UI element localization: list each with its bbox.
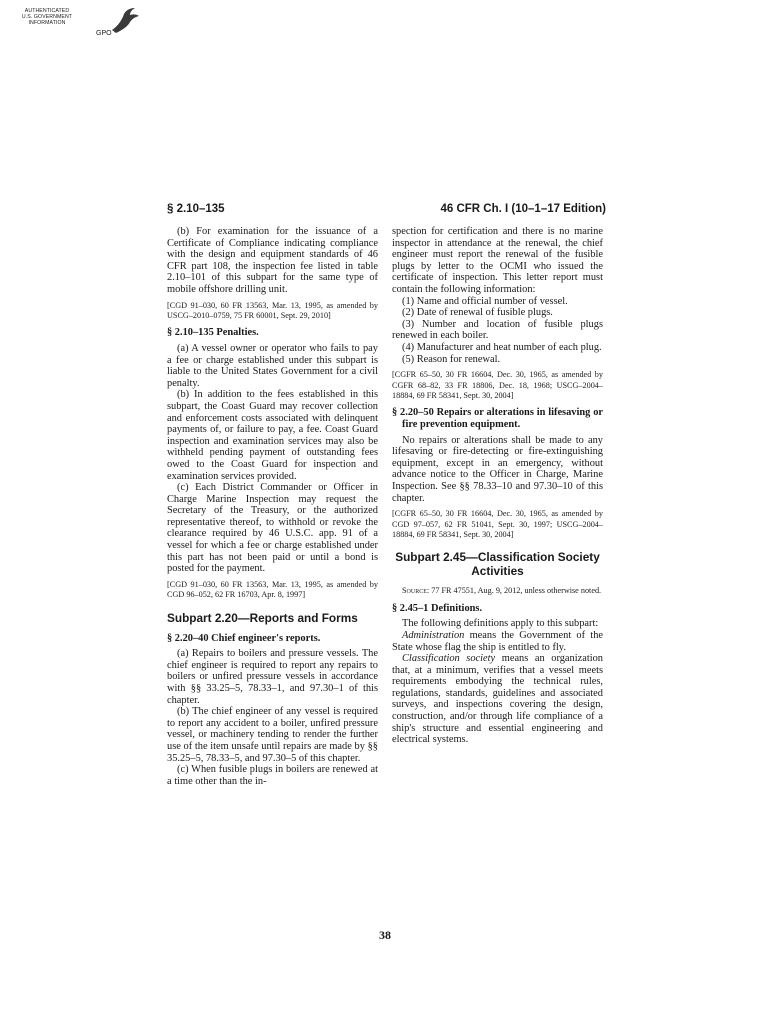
citation: [CGD 91–030, 60 FR 13563, Mar. 13, 1995, as amended by USCG–2010–0759, 75 FR 60001, Sept. 29, 2010]	[167, 300, 378, 320]
paragraph: (b) For examination for the issuance of a Certificate of Compliance indicating compliance with the design and equipment standards of 46 CFR part 108, the inspection fee listed in table 2.10–101 of this subpart for the same type of mobile offshore drilling unit.	[167, 226, 378, 295]
paragraph: (c) When fusible plugs in boilers are renewed at a time other than the in-	[167, 764, 378, 787]
logo-line: INFORMATION	[28, 20, 66, 26]
logo-line: U.S. GOVERNMENT	[21, 14, 73, 20]
right-column	[392, 226, 603, 746]
section-heading: § 2.10–135 Penalties.	[167, 327, 259, 339]
paragraph: (c) Each District Commander or Officer in Charge Marine Inspection may request the Secretary of the Treasury, or the authorized representative thereof, to withhold or revoke the clearance required by 46 U.S.C. app. 91 of a vessel for which a fee or charge established under this part has not been paid or until a bond is posted for the payment.	[167, 482, 378, 575]
definition-text: means an organization that, at a minimum, verifies that a vessel meets requirements embodying the technical rules, regulations, standards, guidelines and associated surveys, and inspections covering the design, construction, and/or through life compliance of a ship's structure and essential engineering and electrical systems.	[392, 653, 604, 746]
page-number: 38	[379, 928, 391, 942]
list-item: (1) Name and official number of vessel.	[402, 295, 568, 307]
citation: [CGFR 65–50, 30 FR 16604, Dec. 30, 1965, as amended by CGD 97–057, 62 FR 51041, Sept. 30, 1997; USCG–2004–18884, 69 FR 58341, Sept. 30, 2004]	[392, 509, 603, 539]
paragraph: (b) In addition to the fees established in this subpart, the Coast Guard may recover collection and enforcement costs associated with delinquent payments of, or failure to pay, a fee. Coast Guard inspection and examination services may also be withheld pending payment of outstanding fees owed to the Coast Guard for inspection and examination services provided.	[167, 389, 378, 482]
subpart-heading: Subpart 2.20—Reports and Forms	[167, 610, 358, 625]
section-heading: § 2.45–1 Definitions.	[392, 602, 483, 614]
gpo-authentication-logo	[16, 4, 146, 48]
definition-text: means the Government of the State whose flag the ship is entitled to fly.	[392, 629, 603, 653]
paragraph: spection for certification and there is no marine inspector in attendance at the renewal, the chief engineer must report the renewal of the fusible plugs by letter to the OCMI who issued the certificate of inspection. This letter report must contain the following information:	[392, 226, 603, 295]
subpart-heading: Subpart 2.45—Classification Society Activities	[395, 550, 600, 579]
source-text: 77 FR 47551, Aug. 9, 2012, unless otherwise noted.	[429, 586, 602, 596]
definition-term: Classification society	[402, 653, 496, 665]
paragraph: The following definitions apply to this subpart:	[402, 618, 599, 630]
logo-gpo: GPO	[96, 30, 112, 37]
section-heading: § 2.20–40 Chief engineer's reports.	[167, 632, 321, 644]
citation: [CGD 91–030, 60 FR 13563, Mar. 13, 1995, as amended by CGD 96–052, 62 FR 16703, Apr. 8, 1997]	[167, 579, 378, 600]
running-head-title: 46 CFR Ch. I (10–1–17 Edition)	[440, 203, 606, 215]
source-note	[392, 586, 603, 596]
eagle-icon	[108, 6, 142, 36]
logo-text	[16, 8, 78, 26]
list-item: (2) Date of renewal of fusible plugs.	[402, 307, 553, 319]
left-column	[167, 226, 378, 787]
list-item: (5) Reason for renewal.	[402, 353, 501, 365]
paragraph: (a) A vessel owner or operator who fails to pay a fee or charge established under this subpart is liable to the United States Government for a civil penalty.	[167, 342, 378, 389]
citation: [CGFR 65–50, 30 FR 16604, Dec. 30, 1965, as amended by CGFR 68–82, 33 FR 18806, Dec. 18, 1968; USCG–2004–18884, 69 FR 58341, Sept. 30, 2004]	[392, 370, 603, 400]
paragraph: (b) The chief engineer of any vessel is required to report any accident to a boiler, unfired pressure vessel, or machinery tending to render the further use of the item unsafe until repairs are made by §§ 35.25–5, 78.33–5, and 97.30–5 of this chapter.	[167, 706, 378, 764]
list-item: (4) Manufacturer and heat number of each plug.	[402, 341, 602, 353]
paragraph: (a) Repairs to boilers and pressure vessels. The chief engineer is required to report any repairs to boilers or unfired pressure vessels in accordance with §§ 33.25–5, 78.33–1, and 97.30–1 of this chapter.	[167, 648, 378, 706]
section-heading: § 2.20–50 Repairs or alterations in lifesaving or fire prevention equipment.	[392, 407, 603, 430]
list-item: (3) Number and location of fusible plugs renewed in each boiler.	[392, 318, 603, 342]
definition-term: Administration	[402, 629, 465, 641]
running-head-section: § 2.10–135	[167, 203, 225, 215]
paragraph: No repairs or alterations shall be made to any lifesaving or fire-detecting or fire-extinguishing equipment, except in an emergency, without advance notice to the Officer in Charge, Marine Inspection. See §§ 78.33–10 and 97.30–10 of this chapter.	[392, 434, 603, 504]
source-label: Source:	[402, 586, 430, 596]
definition	[392, 630, 603, 653]
definition	[392, 653, 603, 746]
logo-line: AUTHENTICATED	[24, 8, 70, 14]
